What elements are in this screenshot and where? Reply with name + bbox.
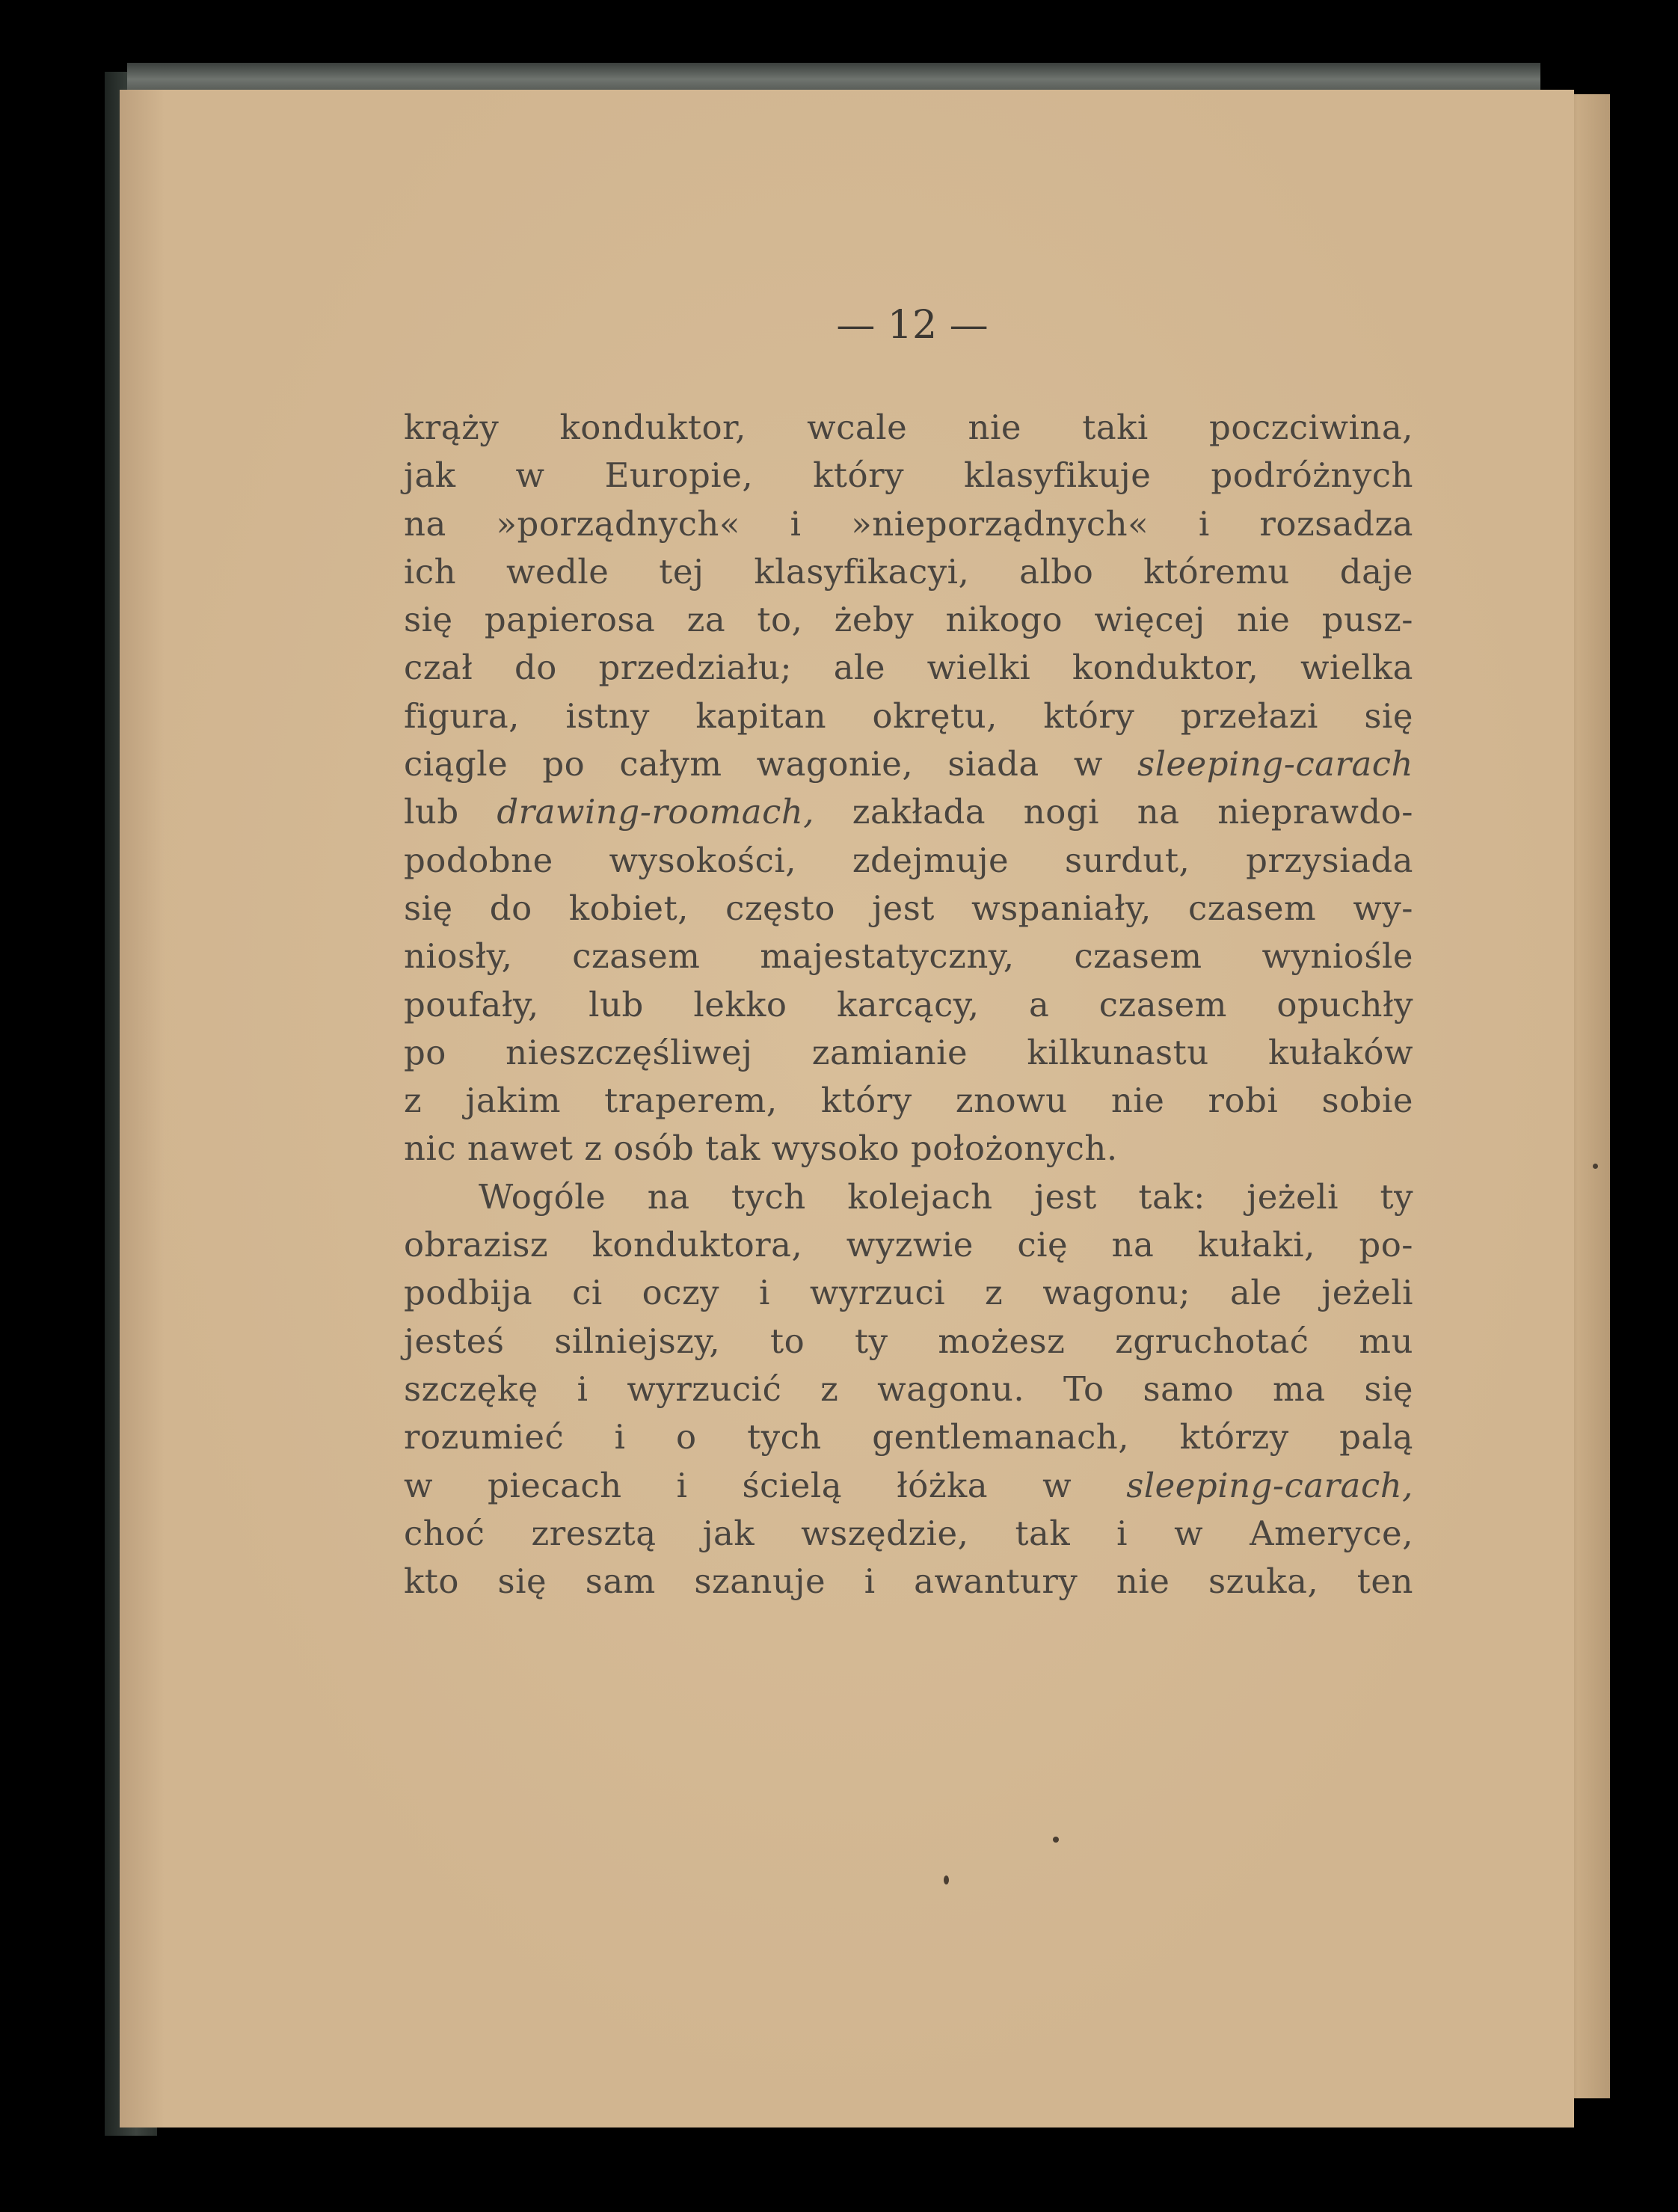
text-line: podbija ci oczy i wyrzuci z wagonu; ale jeżeli bbox=[404, 1273, 1413, 1313]
text-line bbox=[404, 788, 1413, 836]
text-line: krąży konduktor, wcale nie taki poczciwina, bbox=[404, 408, 1413, 447]
text-run: zakłada nogi na nieprawdo- bbox=[852, 792, 1413, 832]
page-body-text bbox=[404, 404, 1413, 1606]
text-line: choć zresztą jak wszędzie, tak i w Ameryce, bbox=[404, 1513, 1413, 1553]
text-line: niosły, czasem majestatyczny, czasem wyniośle bbox=[404, 936, 1413, 977]
text-line: się do kobiet, często jest wspaniały, czasem wy- bbox=[404, 888, 1413, 928]
text-line: kto się sam szanuje i awantury nie szuka, ten bbox=[404, 1561, 1413, 1602]
text-line: Wogóle na tych kolejach jest tak: jeżeli ty bbox=[479, 1176, 1413, 1217]
ink-speck bbox=[1053, 1837, 1059, 1843]
text-line bbox=[404, 740, 1413, 788]
italic-term: sleeping-carach bbox=[1137, 744, 1413, 784]
text-line: się papierosa za to, żeby nikogo więcej nie pusz- bbox=[404, 600, 1413, 640]
text-line bbox=[404, 1462, 1413, 1510]
text-line: z jakim traperem, który znowu nie robi sobie bbox=[404, 1081, 1413, 1121]
text-line: po nieszczęśliwej zamianie kilkunastu kułaków bbox=[404, 1032, 1413, 1072]
text-line: na »porządnych« i »nieporządnych« i rozsadza bbox=[404, 503, 1413, 544]
ink-speck bbox=[944, 1875, 949, 1884]
text-run: w piecach i ścielą łóżka w bbox=[404, 1465, 1072, 1505]
ink-speck bbox=[1593, 1164, 1598, 1169]
text-line: poufały, lub lekko karcący, a czasem opuchły bbox=[404, 984, 1413, 1024]
italic-term: drawing-roomach, bbox=[497, 792, 815, 832]
text-line: szczękę i wyrzucić z wagonu. To samo ma się bbox=[404, 1368, 1413, 1409]
text-line: rozumieć i o tych gentlemanach, którzy palą bbox=[404, 1417, 1413, 1457]
text-run: ciągle po całym wagonie, siada w bbox=[404, 744, 1103, 784]
text-line: ich wedle tej klasyfikacyi, albo któremu daje bbox=[404, 551, 1413, 592]
text-line: obrazisz konduktora, wyzwie cię na kułaki, po- bbox=[404, 1225, 1413, 1265]
text-line: nic nawet z osób tak wysoko położonych. bbox=[404, 1128, 1118, 1169]
text-line: podobne wysokości, zdejmuje surdut, przysiada bbox=[404, 840, 1413, 880]
text-line: jak w Europie, który klasyfikuje podróżnych bbox=[404, 455, 1413, 496]
page-number: — 12 — bbox=[836, 303, 989, 348]
text-line: jesteś silniejszy, to ty możesz zgruchotać mu bbox=[404, 1321, 1413, 1361]
text-line: figura, istny kapitan okrętu, który przełazi się bbox=[404, 695, 1413, 736]
text-run: lub bbox=[404, 792, 459, 832]
italic-term: sleeping-carach, bbox=[1126, 1465, 1413, 1505]
text-line: czał do przedziału; ale wielki konduktor, wielka bbox=[404, 648, 1413, 688]
book-top-edge bbox=[127, 63, 1540, 93]
